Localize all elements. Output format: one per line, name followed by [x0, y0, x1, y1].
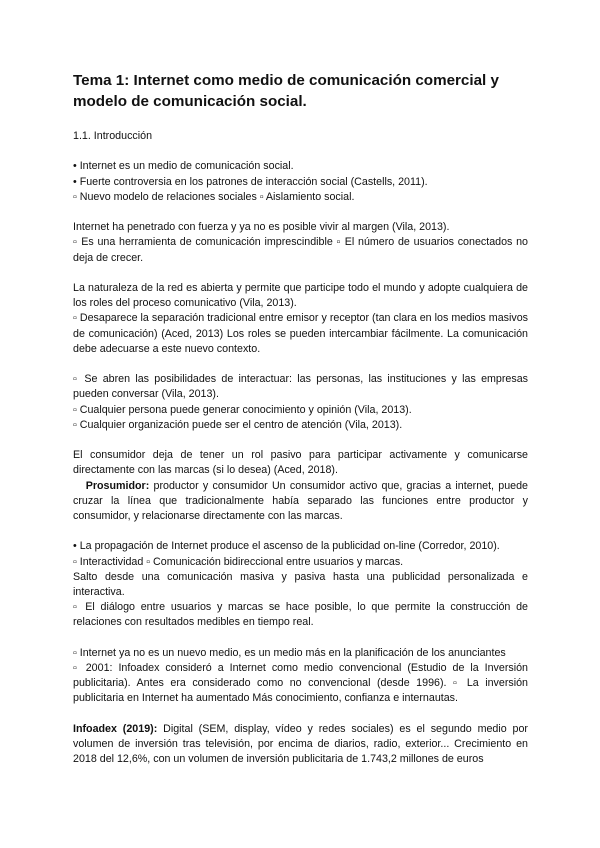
- paragraph-line: ▫ Desaparece la separación tradicional entre emisor y receptor (tan clara en los medios masivos de comunicación) (Aced, 2013) Los roles se pueden intercambiar fácilmente. La comunicación debe adecuarse a este nuevo contexto.: [73, 312, 528, 355]
- paragraph-line: • Internet es un medio de comunicación social.: [73, 160, 294, 173]
- paragraph-line: ▫ Es una herramienta de comunicación imprescindible ▫ El número de usuarios conectados no deja de crecer.: [73, 236, 528, 264]
- infoadex-paragraph: [73, 722, 528, 768]
- paragraph-line: ▫ El diálogo entre usuarios y marcas se hace posible, lo que permite la construcción de relaciones con resultados medibles en tiempo real.: [73, 601, 528, 629]
- paragraph-line: ▫ Interactividad ▫ Comunicación bidireccional entre usuarios y marcas.: [73, 555, 404, 568]
- paragraph-line: ▫ 2001: Infoadex consideró a Internet como medio convencional (Estudio de la Inversión publicitaria). Antes era considerado como no convencional (desde 1996). ▫ La inversión publicitaria en Internet ha aumentado Más conocimiento, confianza e internautas.: [73, 662, 528, 705]
- paragraph-line: Internet ha penetrado con fuerza y ya no es posible vivir al margen (Vila, 2013).: [73, 221, 450, 234]
- paragraph-line: El consumidor deja de tener un rol pasivo para participar activamente y comunicarse directamente con las marcas (si lo desea) (Aced, 2018).: [73, 449, 528, 477]
- paragraph-line: • Fuerte controversia en los patrones de interacción social (Castells, 2011).: [73, 175, 428, 188]
- document-body: [73, 129, 528, 767]
- prosumidor-label: Prosumidor:: [85, 479, 150, 492]
- paragraph-line: Salto desde una comunicación masiva y pasiva hasta una publicidad personalizada e interactiva.: [73, 570, 528, 598]
- prosumidor-paragraph: [73, 479, 528, 525]
- paragraph-line: ▫ Cualquier organización puede ser el centro de atención (Vila, 2013).: [73, 418, 403, 431]
- section-heading: 1.1. Introducción: [73, 130, 153, 142]
- paragraph-line: • La propagación de Internet produce el ascenso de la publicidad on-line (Corredor, 2010).: [73, 540, 500, 553]
- paragraph-line: ▫ Nuevo modelo de relaciones sociales ▫ Aislamiento social.: [73, 190, 355, 203]
- paragraph-line: ▫ Internet ya no es un nuevo medio, es un medio más en la planificación de los anunciantes: [73, 646, 506, 659]
- paragraph-line: La naturaleza de la red es abierta y permite que participe todo el mundo y adopte cualquiera de los roles del proceso comunicativo (Vila, 2013).: [73, 281, 528, 310]
- infoadex-label: Infoadex (2019):: [73, 722, 158, 735]
- prosumidor-text: productor y consumidor Un consumidor activo que, gracias a internet, puede cruzar la línea que tradicionalmente había separado las funciones entre productor y consumidor, y relacionarse directamente con las marcas.: [73, 479, 528, 522]
- paragraph-line: ▫ Se abren las posibilidades de interactuar: las personas, las instituciones y las empresas pueden conversar (Vila, 2013).: [73, 373, 528, 401]
- document-title: Tema 1: Internet como medio de comunicación comercial y modelo de comunicación social.: [73, 72, 499, 110]
- infoadex-text: Digital (SEM, display, vídeo y redes sociales) es el segundo medio por volumen de inversión tras televisión, por encima de diarios, radio, exterior... Crecimiento en 2018 del 12,6%, con un volumen de inversión publicitaria de 1.743,2 millones de euros: [73, 722, 528, 766]
- paragraph-line: ▫ Cualquier persona puede generar conocimiento y opinión (Vila, 2013).: [73, 403, 412, 416]
